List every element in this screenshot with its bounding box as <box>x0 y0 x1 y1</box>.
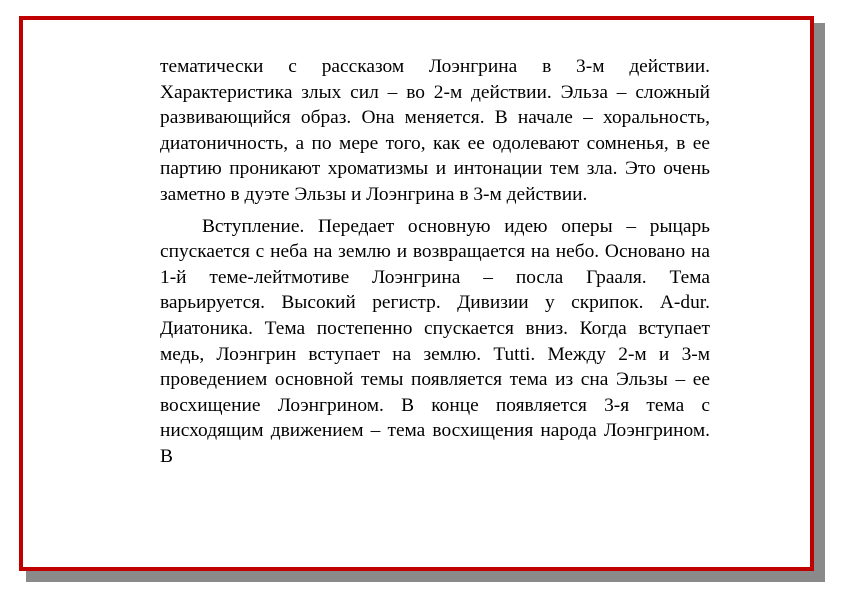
text-body <box>160 54 710 470</box>
paragraph-1: тематически с рассказом Лоэнгрина в 3-м действии. Характеристика злых сил – во 2-м действии. Эльза – сложный развивающийся образ. Она меняется. В начале – хоральность, диатоничность, а по мере того, как ее одолевают сомненья, в ее партию проникают хроматизмы и интонации тем зла. Это очень заметно в дуэте Эльзы и Лоэнгрина в 3-м действии. <box>160 56 710 205</box>
paragraph-2: Вступление. Передает основную идею оперы – рыцарь спускается с неба на землю и возвращается на небо. Основано на 1-й теме-лейтмотиве Лоэнгрина – посла Грааля. Тема варьируется. Высокий регистр. Дивизии у скрипок. A-dur. Диатоника. Тема постепенно спускается вниз. Когда вступает медь, Лоэнгрин вступает на землю. Tutti. Между 2-м и 3-м проведением основной темы появляется тема из сна Эльзы – ее восхищение Лоэнгрином. В конце появляется 3-я тема с нисходящим движением – тема восхищения народа Лоэнгрином. В <box>160 215 710 467</box>
